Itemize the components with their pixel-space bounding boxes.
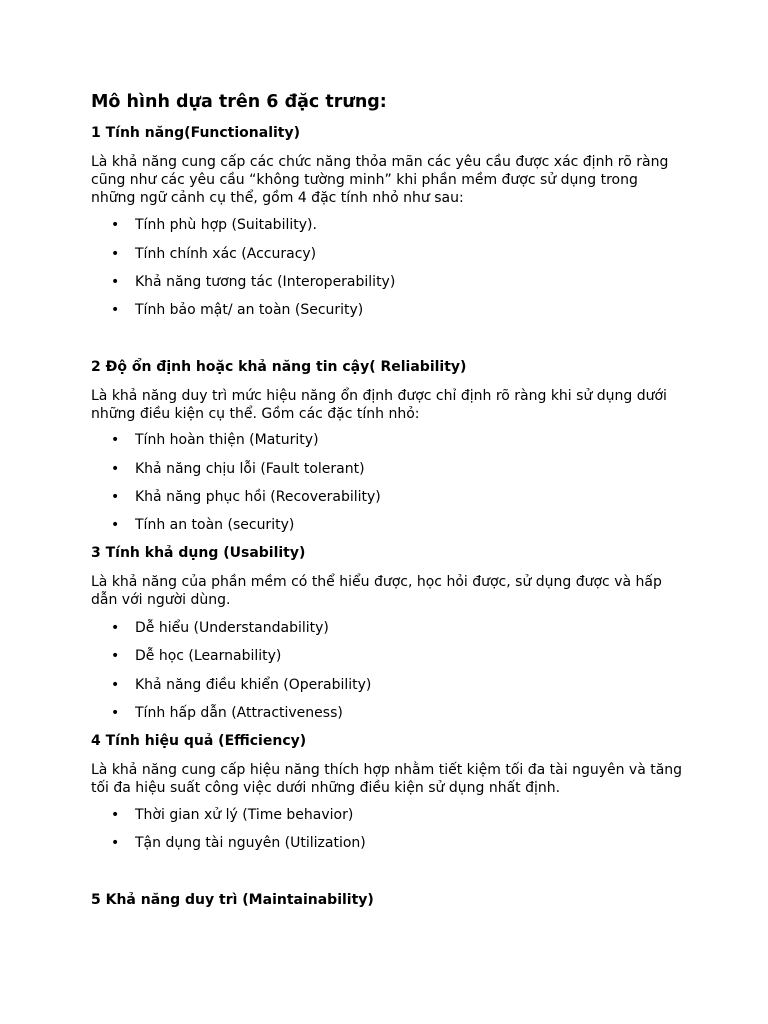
- list-item-label: Khả năng điều khiển (Operability): [135, 677, 372, 693]
- list-item-label: Tính phù hợp (Suitability).: [135, 217, 317, 233]
- paragraph-line: Là khả năng duy trì mức hiệu năng ổn định được chỉ định rõ ràng khi sử dụng dưới: [91, 388, 667, 404]
- bullet-icon: •: [111, 677, 120, 693]
- list-item-label: Thời gian xử lý (Time behavior): [135, 807, 354, 823]
- bullet-icon: •: [111, 705, 120, 721]
- list-item-label: Tính bảo mật/ an toàn (Security): [135, 302, 364, 318]
- list-item-label: Tận dụng tài nguyên (Utilization): [135, 835, 366, 851]
- list-item-label: Tính hoàn thiện (Maturity): [135, 432, 319, 448]
- bullet-icon: •: [111, 461, 120, 477]
- bullet-icon: •: [111, 432, 120, 448]
- bullet-icon: •: [111, 302, 120, 318]
- section-heading-maintainability: 5 Khả năng duy trì (Maintainability): [91, 892, 374, 908]
- paragraph-line: Là khả năng của phần mềm có thể hiểu được, học hỏi được, sử dụng được và hấp: [91, 574, 662, 590]
- list-item-label: Dễ học (Learnability): [135, 648, 282, 664]
- list-item-label: Khả năng tương tác (Interoperability): [135, 274, 396, 290]
- bullet-icon: •: [111, 648, 120, 664]
- paragraph-line: Là khả năng cung cấp hiệu năng thích hợp nhằm tiết kiệm tối đa tài nguyên và tăng: [91, 762, 683, 778]
- paragraph-line: dẫn với người dùng.: [91, 592, 231, 608]
- section-paragraph-reliability: [91, 387, 681, 423]
- section-paragraph-efficiency: [91, 761, 681, 797]
- paragraph-line: những điều kiện cụ thể. Gồm các đặc tính nhỏ:: [91, 406, 420, 422]
- list-item-label: Dễ hiểu (Understandability): [135, 620, 329, 636]
- document-title: Mô hình dựa trên 6 đặc trưng:: [91, 92, 387, 112]
- section-heading-functionality: 1 Tính năng(Functionality): [91, 125, 301, 141]
- section-heading-efficiency: 4 Tính hiệu quả (Efficiency): [91, 733, 307, 749]
- list-item-label: Tính an toàn (security): [135, 517, 295, 533]
- list-item-label: Khả năng chịu lỗi (Fault tolerant): [135, 461, 365, 477]
- bullet-icon: •: [111, 489, 120, 505]
- section-heading-usability: 3 Tính khả dụng (Usability): [91, 545, 306, 561]
- bullet-icon: •: [111, 274, 120, 290]
- list-item-label: Khả năng phục hồi (Recoverability): [135, 489, 381, 505]
- section-paragraph-functionality: [91, 153, 681, 207]
- bullet-icon: •: [111, 217, 120, 233]
- bullet-icon: •: [111, 620, 120, 636]
- section-paragraph-usability: [91, 573, 681, 609]
- paragraph-line: những ngữ cảnh cụ thể, gồm 4 đặc tính nhỏ như sau:: [91, 190, 464, 206]
- paragraph-line: cũng như các yêu cầu “không tường minh” khi phần mềm được sử dụng trong: [91, 172, 638, 188]
- section-heading-reliability: 2 Độ ổn định hoặc khả năng tin cậy( Reliability): [91, 359, 467, 375]
- bullet-icon: •: [111, 517, 120, 533]
- bullet-icon: •: [111, 835, 120, 851]
- bullet-icon: •: [111, 807, 120, 823]
- list-item-label: Tính hấp dẫn (Attractiveness): [135, 705, 343, 721]
- bullet-icon: •: [111, 246, 120, 262]
- paragraph-line: Là khả năng cung cấp các chức năng thỏa mãn các yêu cầu được xác định rõ ràng: [91, 154, 669, 170]
- list-item-label: Tính chính xác (Accuracy): [135, 246, 317, 262]
- paragraph-line: tối đa hiệu suất công việc dưới những điều kiện sử dụng nhất định.: [91, 780, 561, 796]
